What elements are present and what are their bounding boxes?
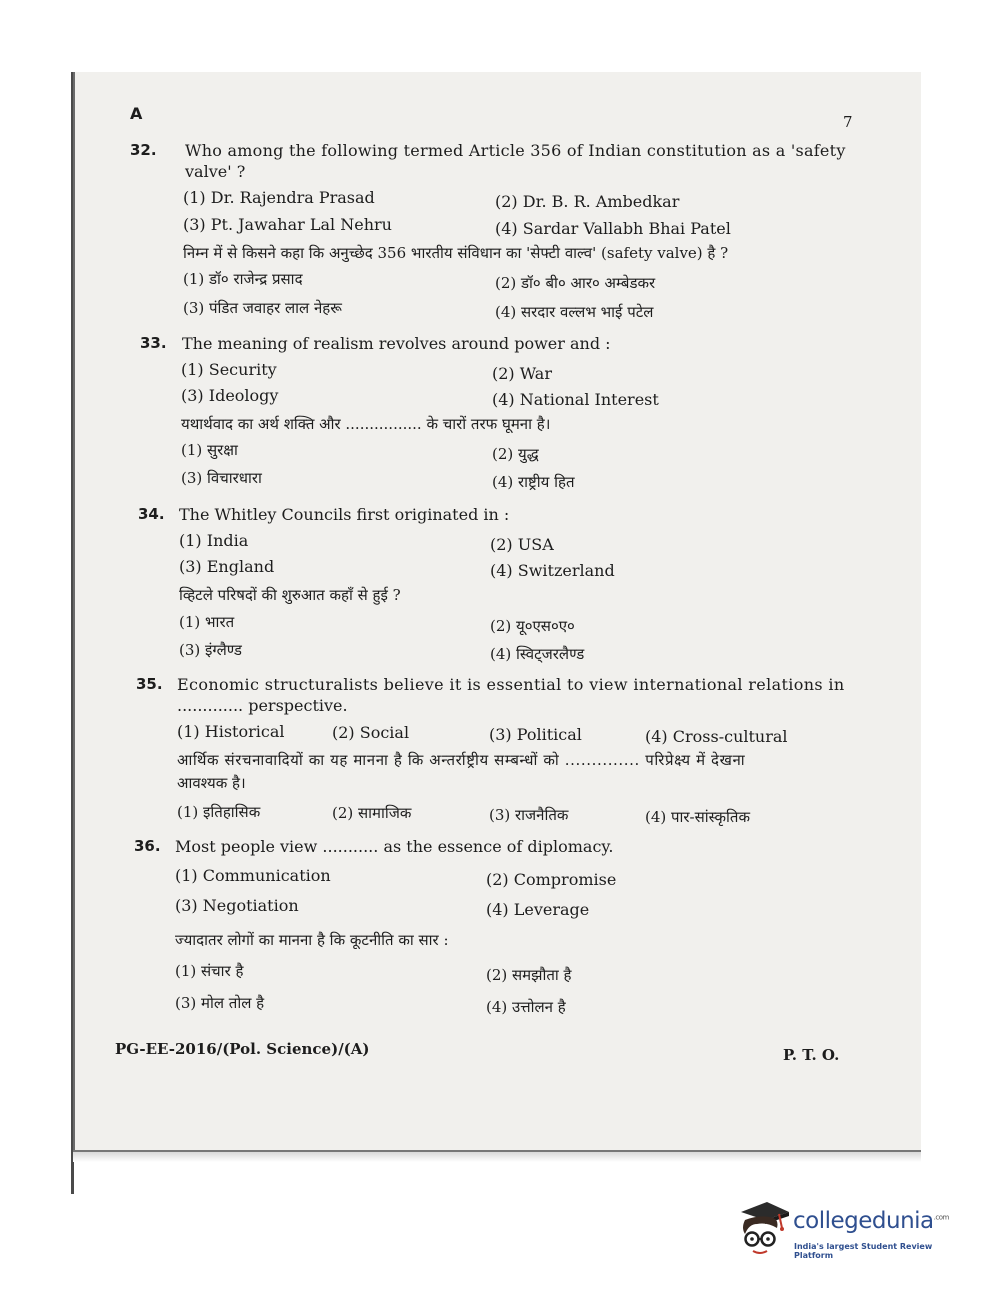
option-hi: (2) युद्ध [492, 445, 539, 463]
scan-bottom-shadow [73, 1152, 921, 1162]
student-mascot-icon [737, 1198, 793, 1258]
question-number: 34. [138, 505, 165, 523]
option-hi: (2) सामाजिक [332, 804, 412, 822]
logo-tagline: India's largest Student Review Platform [794, 1242, 933, 1260]
option-en: (2) Social [332, 723, 410, 742]
option-en: (3) Political [489, 725, 582, 744]
paper-set-label: A [130, 104, 143, 123]
option-en: (4) Cross-cultural [645, 727, 788, 746]
option-hi: (2) डॉ० बी० आर० अम्बेडकर [495, 274, 656, 292]
pto-label: P. T. O. [783, 1046, 840, 1064]
option-en: (1) Dr. Rajendra Prasad [183, 188, 375, 207]
option-en: (2) War [492, 364, 552, 383]
option-en: (1) India [179, 531, 249, 550]
question-text-hi: निम्न में से किसने कहा कि अनुच्छेद 356 भारतीय संविधान का 'सेफ्टी वाल्व' (safety valve) है ? [183, 244, 729, 262]
question-text-hi: आर्थिक संरचनावादियों का यह मानना है कि अन्तर्राष्ट्रीय सम्बन्धों को .............. परिप्रेक्ष्य में देखना [177, 751, 746, 769]
question-text-en: Economic structuralists believe it is essential to view international relations in [177, 675, 845, 694]
question-number: 32. [130, 141, 157, 159]
collegedunia-logo [737, 1198, 967, 1258]
paper-code: PG-EE-2016/(Pol. Science)/(A) [115, 1040, 370, 1058]
option-en: (4) Sardar Vallabh Bhai Patel [495, 219, 731, 238]
question-text-en: The Whitley Councils first originated in : [179, 505, 510, 524]
option-en: (2) USA [490, 535, 554, 554]
option-hi: (1) डॉ० राजेन्द्र प्रसाद [183, 270, 303, 288]
option-hi: (4) स्विट्जरलैण्ड [490, 645, 585, 663]
question-text-hi: ज्यादातर लोगों का मानना है कि कूटनीति का सार : [175, 931, 449, 949]
option-hi: (1) संचार है [175, 962, 244, 980]
option-hi: (3) पंडित जवाहर लाल नेहरू [183, 299, 342, 317]
question-text-en-cont: ............. perspective. [177, 696, 348, 715]
logo-wordmark: collegedunia$^{.com}$ [793, 1208, 949, 1234]
option-en: (1) Historical [177, 722, 285, 741]
option-hi: (4) पार-सांस्कृतिक [645, 808, 750, 826]
option-hi: (4) सरदार वल्लभ भाई पटेल [495, 303, 654, 321]
option-hi: (1) भारत [179, 613, 235, 631]
option-hi: (4) उत्तोलन है [486, 998, 566, 1016]
option-en: (3) Pt. Jawahar Lal Nehru [183, 215, 392, 234]
question-text-en-cont: valve' ? [185, 162, 246, 181]
question-text-en: Most people view ........... as the essence of diplomacy. [175, 837, 614, 856]
option-en: (2) Dr. B. R. Ambedkar [495, 192, 680, 211]
option-en: (3) England [179, 557, 275, 576]
option-hi: (3) इंग्लैण्ड [179, 641, 242, 659]
option-hi: (4) राष्ट्रीय हित [492, 473, 575, 491]
question-number: 36. [134, 837, 161, 855]
option-hi: (3) मोल तोल है [175, 994, 265, 1012]
page-number: 7 [843, 113, 853, 131]
option-en: (3) Ideology [181, 386, 279, 405]
option-en: (3) Negotiation [175, 896, 299, 915]
option-en: (4) Leverage [486, 900, 590, 919]
option-hi: (2) समझौता है [486, 966, 572, 984]
question-number: 33. [140, 334, 167, 352]
question-text-en: The meaning of realism revolves around power and : [182, 334, 611, 353]
option-hi: (1) सुरक्षा [181, 441, 238, 459]
question-text-hi: यथार्थवाद का अर्थ शक्ति और ................ के चारों तरफ घूमना है। [181, 415, 551, 433]
option-en: (2) Compromise [486, 870, 617, 889]
option-en: (1) Communication [175, 866, 331, 885]
option-hi: (2) यू०एस०ए० [490, 617, 575, 635]
option-hi: (3) विचारधारा [181, 469, 262, 487]
option-hi: (3) राजनैतिक [489, 806, 569, 824]
question-text-hi: व्हिटले परिषदों की शुरुआत कहाँ से हुई ? [179, 586, 401, 604]
question-text-hi-cont: आवश्यक है। [177, 774, 246, 792]
option-en: (4) National Interest [492, 390, 659, 409]
question-number: 35. [136, 675, 163, 693]
option-en: (4) Switzerland [490, 561, 615, 580]
option-hi: (1) इतिहासिक [177, 803, 261, 821]
option-en: (1) Security [181, 360, 277, 379]
question-text-en: Who among the following termed Article 356 of Indian constitution as a 'safety [185, 141, 846, 160]
